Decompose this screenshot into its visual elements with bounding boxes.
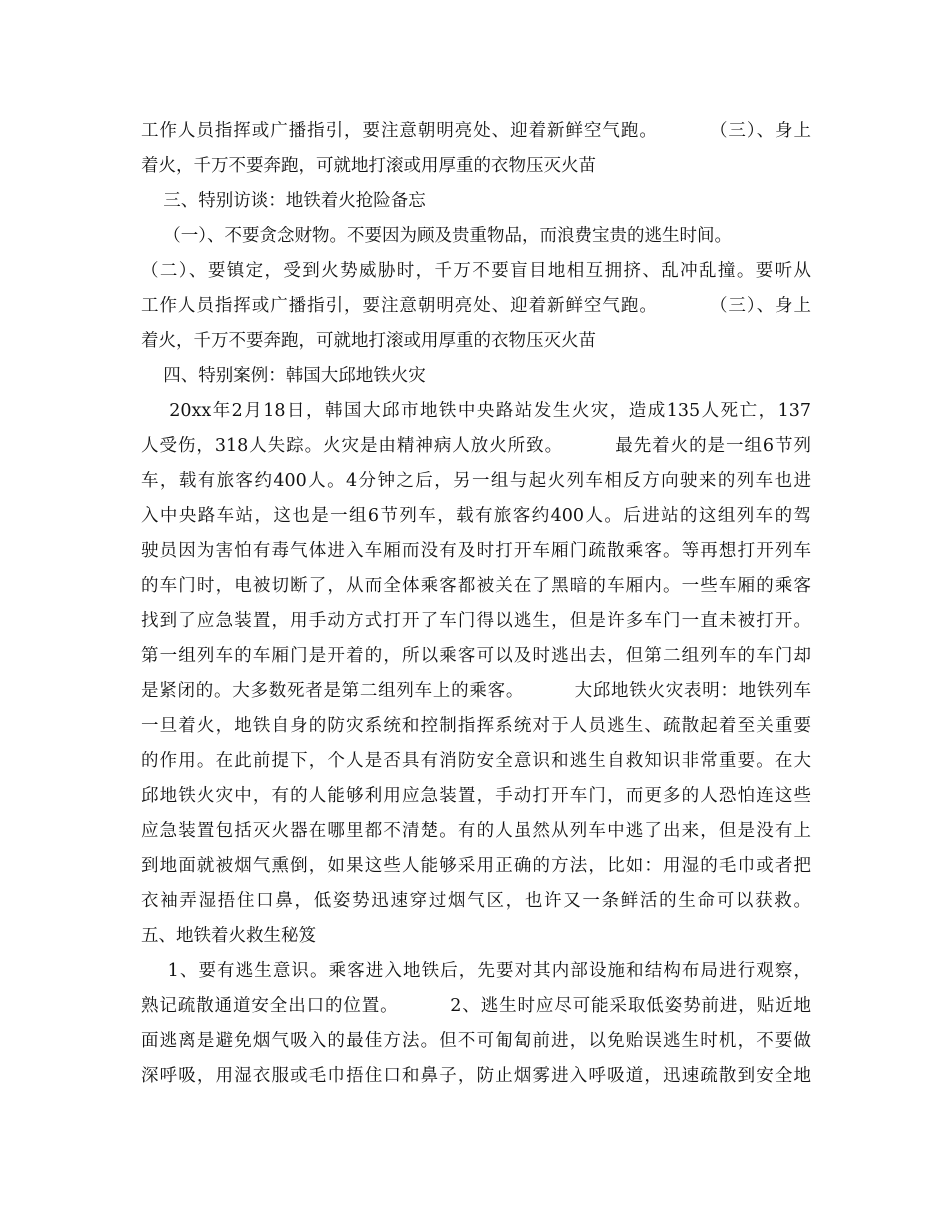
text-line: 深呼吸，用湿衣服或毛巾捂住口和鼻子，防止烟雾进入呼吸道，迅速疏散到安全地 [141,1066,811,1086]
text-line: 着火，千万不要奔跑，可就地打滚或用厚重的衣物压灭火苗 [141,156,596,176]
text-line: 入中央路车站，这也是一组6节列车，载有旅客约400人。后进站的这组列车的驾 [141,506,811,526]
text-line: 驶员因为害怕有毒气体进入车厢而没有及时打开车厢门疏散乘客。等再想打开列车 [141,541,811,561]
text-line: 车，载有旅客约400人。4分钟之后，另一组与起火列车相反方向驶来的列车也进 [141,471,811,491]
text-line: 人受伤，318人失踪。火灾是由精神病人放火所致。 最先着火的是一组6节列 [141,436,811,456]
section-heading: 三、特别访谈：地铁着火抢险备忘 [141,191,426,211]
text-line: 的车门时，电被切断了，从而全体乘客都被关在了黑暗的车厢内。一些车厢的乘客 [141,576,811,596]
text-line: 第一组列车的车厢门是开着的，所以乘客可以及时逃出去，但第二组列车的车门却 [141,646,811,666]
text-line: 工作人员指挥或广播指引，要注意朝明亮处、迎着新鲜空气跑。 （三）、身上 [141,296,811,316]
text-line: 应急装置包括灭火器在哪里都不清楚。有的人虽然从列车中逃了出来，但是没有上 [141,821,811,841]
text-line: 邱地铁火灾中，有的人能够利用应急装置，手动打开车门，而更多的人恐怕连这些 [141,786,811,806]
text-line: 1、要有逃生意识。乘客进入地铁后，先要对其内部设施和结构布局进行观察， [141,961,811,981]
text-line: 一旦着火，地铁自身的防灾系统和控制指挥系统对于人员逃生、疏散起着至关重要 [141,716,811,736]
text-line: 的作用。在此前提下，个人是否具有消防安全意识和逃生自救知识非常重要。在大 [141,751,811,771]
text-line: 衣袖弄湿捂住口鼻，低姿势迅速穿过烟气区，也许又一条鲜活的生命可以获救。 [141,891,811,911]
text-line: 面逃离是避免烟气吸入的最佳方法。但不可匍匐前进，以免贻误逃生时机，不要做 [141,1031,811,1051]
section-heading: 五、地铁着火救生秘笈 [141,926,316,946]
text-line: 熟记疏散通道安全出口的位置。 2、逃生时应尽可能采取低姿势前进，贴近地 [141,996,811,1016]
text-line: 到地面就被烟气熏倒，如果这些人能够采用正确的方法，比如：用湿的毛巾或者把 [141,856,811,876]
text-line: 着火，千万不要奔跑，可就地打滚或用厚重的衣物压灭火苗 [141,331,596,351]
text-line: （一）、不要贪念财物。不要因为顾及贵重物品，而浪费宝贵的逃生时间。 [141,226,732,246]
section-heading: 四、特别案例：韩国大邱地铁火灾 [141,366,426,386]
text-line: 是紧闭的。大多数死者是第二组列车上的乘客。 大邱地铁火灾表明：地铁列车 [141,681,811,701]
text-line: 工作人员指挥或广播指引，要注意朝明亮处、迎着新鲜空气跑。 （三）、身上 [141,121,811,141]
text-line: 20xx年2月18日，韩国大邱市地铁中央路站发生火灾，造成135人死亡，137 [141,401,811,421]
text-line: （二）、要镇定，受到火势威胁时，千万不要盲目地相互拥挤、乱冲乱撞。要听从 [141,261,811,281]
text-line: 找到了应急装置，用手动方式打开了车门得以逃生，但是许多车门一直未被打开。 [141,611,811,631]
